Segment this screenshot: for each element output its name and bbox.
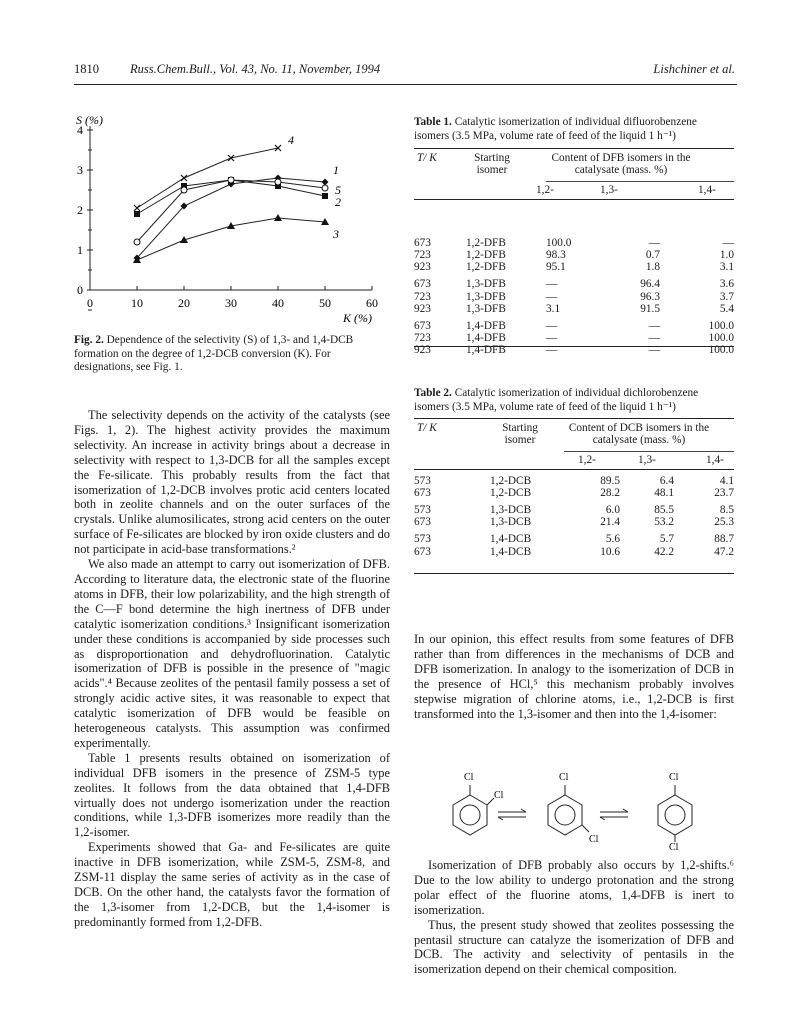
table-cell: 4.1 [719,475,734,487]
table-cell: 673 [414,516,431,529]
table-2-body [414,475,734,558]
table-1-col-t: T/ K [417,152,437,164]
table-cell: 5.6 [605,533,620,546]
data-point-2 [134,211,140,217]
table-2-col-t: T/ K [417,422,437,434]
y-tick-label: 1 [77,243,83,257]
data-point-5 [181,187,187,193]
table-cell: 1,3-DFB [466,302,506,315]
table-cell: 1,2-DFB [466,249,506,262]
table-cell: 3.7 [719,290,734,303]
page-number: 1810 [74,62,99,76]
table-row [414,546,734,558]
table-1-sub-rule [546,181,734,182]
table-1-col-content: Content of DFB isomers in the catalysate (mass. %) [551,152,691,177]
table-cell: 3.1 [719,261,734,274]
table-2-caption-text: Catalytic isomerization of individual dichlorobenzene isomers (3.5 MPa, volume rate of feed of the liquid 1 h⁻¹) [414,387,699,413]
data-point-5 [228,177,234,183]
table-cell: 573 [414,504,431,517]
series-label-4: 4 [288,133,294,147]
running-author: Lishchiner et al. [653,62,735,76]
right-paragraph-2: Isomerization of DFB probably also occurs by 1,2-shifts.⁶ Due to the low ability to undergo protonation and the strong polar effect of the fluorine atoms, 1,4-DFB is inert to isomerization. [414,858,734,917]
table-cell: 1,4-DCB [490,533,532,546]
table-cell: 0.7 [645,249,660,262]
table-row [414,303,734,315]
table-cell: 1,4-DCB [490,545,532,558]
table-cell: 5.4 [719,302,734,315]
series-label-5: 5 [335,183,341,197]
cl-label: Cl [669,772,679,783]
table-2-caption [414,387,734,414]
table-cell: 673 [414,545,431,558]
x-tick-label: 40 [272,296,284,310]
table-cell: 1,2-DFB [466,261,506,274]
isomerization-scheme [430,770,730,850]
table-cell: 1.0 [719,249,734,262]
table-cell: 1,2-DFB [466,237,506,249]
table-2-sub-rule [564,451,734,452]
table-2-sub-13: 1,3- [638,454,656,466]
table-1-top-rule [414,148,734,149]
table-row [414,261,734,273]
table-cell: 100.0 [708,332,734,345]
table-cell: — [546,290,558,303]
y-tick-label: 2 [77,203,83,217]
header-rule [74,84,737,85]
table-cell: 88.7 [714,533,734,546]
table-cell: 673 [414,278,431,291]
x-tick-label: 30 [225,296,237,310]
equilibrium-arrow-1 [498,809,526,820]
left-paragraph-2: We also made an attempt to carry out isomerization of DFB. According to literature data, the electronic state of the fluorine atoms in DFB, their low polarizability, and the high strength of the C—F bond determine the high inertness of DFB under catalytic isomerization conditions.³ Insignificant isomerization under these conditions is accompanied by side processes such as disproportionation and dehydrofluorination. Catalytic isomerization of DFB is possible in the presence of "magic acids".⁴ Because zeolites of the pentasil family possess a set of strongly acidic active sites, it was reasonable to expect that catalytic isomerization of DFB would be feasible on heterogeneous catalysts. This assumption was confirmed experimentally. [74,557,390,750]
table-1-col-start: Starting isomer [474,152,510,177]
x-axis-label: K (%) [343,311,372,325]
x-tick-label: 0 [87,296,93,310]
series-label-2: 2 [335,195,341,209]
table-cell: 10.6 [600,545,620,558]
benzene-ring-3 [658,772,692,850]
data-point-5 [322,185,328,191]
table-2-grid [414,475,734,558]
table-cell: — [722,237,734,249]
table-2-col-content: Content of DCB isomers in the catalysate (mass. %) [568,422,710,447]
table-cell: 6.0 [605,504,620,517]
table-cell: 673 [414,237,431,249]
table-row [414,499,734,516]
series-label-1: 1 [333,163,339,177]
table-cell: 723 [414,332,431,345]
figure-2-caption-label: Fig. 2. [74,334,104,346]
table-cell: 673 [414,319,431,332]
table-cell: 1,3-DCB [490,504,532,517]
table-cell: 3.1 [546,302,561,315]
benzene-ring-1 [453,772,504,835]
table-2-sub-14: 1,4- [706,454,724,466]
table-1-bottom-rule [414,346,734,347]
table-1-caption-label: Table 1. [414,116,452,128]
left-paragraph-1: The selectivity depends on the activity of the catalysts (see Figs. 1, 2). The highest activity provides the maximum selectivity. An increase in activity brings about a decrease in selectivity with respect to 1,3-DCB for all the samples except the Fe-silicate. This probably results from the fact that isomerization of 1,2-DCB involves protic acid centers located both in zeolite channels and on the outer surfaces of the crystals. Unlike alumosilicates, strong acid centers on the outer surface of Fe-silicates are blocked by iron oxide clusters and do not participate in acid-base transformations.² [74,408,390,557]
data-point-4 [134,205,140,211]
table-cell: — [546,319,558,332]
table-row [414,332,734,344]
table-2-top-rule [414,418,734,419]
cl-label: Cl [464,772,474,783]
table-2-bottom-rule [414,573,734,574]
table-cell: 91.5 [640,302,660,315]
table-cell: 100.0 [708,319,734,332]
cl-label: Cl [589,834,599,845]
cl-label: Cl [559,772,569,783]
benzene-ring-2 [548,772,599,845]
table-cell: 85.5 [654,504,674,517]
table-cell: 98.3 [546,249,566,262]
table-row [414,516,734,528]
table-cell: 1,2-DCB [490,475,532,487]
table-2-caption-label: Table 2. [414,387,452,399]
table-row [414,475,734,487]
left-column-text [74,408,390,930]
table-cell: 53.2 [654,516,674,529]
table-cell: 6.4 [659,475,674,487]
table-cell: 47.2 [714,545,734,558]
table-1-header-rule [414,199,734,200]
table-row [414,274,734,291]
table-cell: 1.8 [645,261,660,274]
right-paragraph-1: In our opinion, this effect results from some features of DFB rather than from differences in the mechanisms of DCB and DFB isomerization. In analogy to the isomerization of DCB in the presence of HCl,⁵ this mechanism probably involves stepwise migration of chlorine atoms, i.e., 1,2-DCB is first transformed into the 1,3-isomer and then into the 1,4-isomer: [414,632,734,721]
table-2-col-start: Starting isomer [502,422,538,447]
data-point-3 [133,256,141,263]
table-row [414,529,734,546]
x-tick-label: 10 [131,296,143,310]
data-point-3 [274,214,282,221]
x-tick-label: 50 [319,296,331,310]
table-cell: 1,4-DFB [466,344,506,357]
table-cell: 3.6 [719,278,734,291]
series-line-5 [137,180,325,242]
table-cell: — [546,344,558,357]
table-cell: 96.3 [640,290,660,303]
table-cell: — [546,332,558,345]
table-cell: 1,4-DFB [466,332,506,345]
table-cell: 723 [414,290,431,303]
table-1-grid [414,237,734,356]
data-point-5 [134,239,140,245]
table-row [414,315,734,332]
table-cell: 48.1 [654,487,674,500]
table-1-sub-12: 1,2- [536,184,554,196]
series-label-3: 3 [333,227,339,241]
table-1-caption [414,116,734,143]
table-row [414,249,734,261]
figure-2-chart [70,110,400,330]
left-paragraph-3: Table 1 presents results obtained on isomerization of individual DFB isomers in the presence of ZSM-5 type zeolites. It follows from the data obtained that 1,4-DFB virtually does not undergo isomerization under the reaction conditions, while 1,3-DFB isomerizes more readily than the 1,2-isomer. [74,750,390,840]
y-tick-label: 4 [77,123,83,137]
table-cell: 673 [414,487,431,500]
table-cell: — [648,237,660,249]
table-cell: 923 [414,344,431,357]
table-cell: 1,4-DFB [466,319,506,332]
left-paragraph-4: Experiments showed that Ga- and Fe-silicates are quite inactive in DFB isomerization, while ZSM-5, ZSM-8, and ZSM-11 display the same series of activity as in the case of DCB. On the other hand, the catalysts favor the formation of the 1,3-isomer from 1,2-DCB, but the 1,4-isomer is predominantly formed from 1,2-DFB. [74,840,390,929]
table-1-caption-text: Catalytic isomerization of individual difluorobenzene isomers (3.5 MPa, volume rate of feed of the liquid 1 h⁻¹) [414,116,697,142]
table-cell: 1,3-DFB [466,290,506,303]
journal-citation: Russ.Chem.Bull., Vol. 43, No. 11, November, 1994 [130,62,381,76]
figure-2-caption [74,334,390,375]
table-cell: 573 [414,475,431,487]
table-row [414,237,734,249]
data-point-4 [181,175,187,181]
right-text-bottom [414,858,734,977]
cl-label: Cl [669,842,679,850]
x-tick-label: 60 [366,296,378,310]
table-cell: 100.0 [546,237,572,249]
table-cell: 923 [414,261,431,274]
right-paragraph-3: Thus, the present study showed that zeolites possessing the pentasil structure can catalyze the isomerization of DFB and DCB. The activity and selectivity of pentasils in the isomerization depend on their chemical composition. [414,917,734,977]
table-cell: 23.7 [714,487,734,500]
table-cell: 1,2-DCB [490,487,532,500]
data-point-2 [322,193,328,199]
table-row [414,291,734,303]
table-cell: 923 [414,302,431,315]
table-cell: 723 [414,249,431,262]
table-cell: 21.4 [600,516,620,529]
x-tick-label: 20 [178,296,190,310]
table-cell: 573 [414,533,431,546]
table-1-sub-14: 1,4- [698,184,716,196]
table-cell: 100.0 [708,344,734,357]
table-cell: 42.2 [654,545,674,558]
table-cell: — [546,278,558,291]
series-line-4 [137,148,278,208]
table-cell: 28.2 [600,487,620,500]
data-point-5 [275,179,281,185]
table-cell: 25.3 [714,516,734,529]
table-cell: 89.5 [600,475,620,487]
figure-2-caption-text: Dependence of the selectivity (S) of 1,3- and 1,4-DCB formation on the degree of 1,2-DCB conversion (K). For designations, see Fig. 1. [74,334,354,373]
table-row [414,487,734,499]
table-2-sub-12: 1,2- [578,454,596,466]
y-axis-label: S (%) [76,113,103,127]
table-cell: — [648,332,660,345]
table-cell: 95.1 [546,261,566,274]
table-cell: 1,3-DCB [490,516,532,529]
table-1-sub-13: 1,3- [600,184,618,196]
table-1-body [414,237,734,356]
y-tick-label: 0 [77,283,83,297]
equilibrium-arrow-2 [600,809,628,820]
table-cell: 1,3-DFB [466,278,506,291]
table-cell: — [648,319,660,332]
table-cell: — [648,344,660,357]
data-point-1 [322,179,329,186]
table-cell: 5.7 [659,533,674,546]
y-tick-label: 3 [77,163,83,177]
table-cell: 8.5 [719,504,734,517]
table-cell: 96.4 [640,278,660,291]
table-2-header-rule [414,469,734,470]
cl-label: Cl [494,790,504,801]
